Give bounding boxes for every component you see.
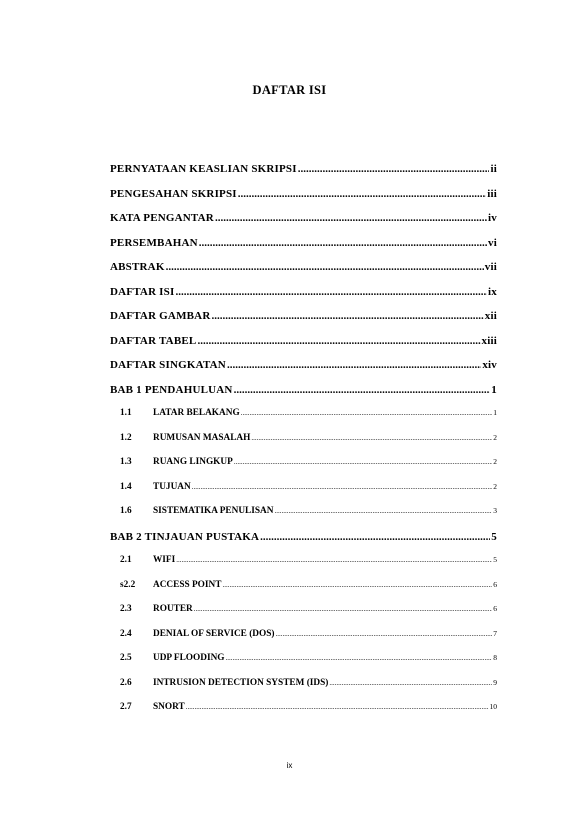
toc-section — [110, 506, 497, 531]
dot-leader — [186, 702, 489, 712]
section-label: UDP FLOODING — [153, 653, 225, 663]
toc-entry-page: 5 — [491, 530, 497, 543]
section-page: 2 — [493, 457, 497, 466]
section-page: 2 — [493, 432, 497, 442]
toc-entry-label: ABSTRAK — [110, 261, 165, 273]
toc-entry-persembahan — [110, 237, 497, 262]
toc-entry-page: xiii — [481, 334, 497, 347]
section-label: LATAR BELAKANG — [153, 408, 240, 418]
section-page: 2 — [493, 481, 497, 491]
section-number: 1.3 — [120, 457, 132, 467]
dot-leader — [298, 163, 490, 175]
toc-entry-label: DAFTAR TABEL — [110, 334, 197, 347]
dot-leader — [274, 506, 492, 516]
toc-entry-page: vi — [488, 236, 497, 249]
toc-section — [110, 629, 497, 654]
table-of-contents — [110, 163, 497, 727]
toc-entry-label: DAFTAR ISI — [110, 285, 175, 298]
toc-entry-label: PERNYATAAN KEASLIAN SKRIPSI — [110, 163, 297, 175]
dot-leader — [211, 310, 483, 322]
section-label: DENIAL OF SERVICE (DOS) — [153, 628, 275, 639]
section-page: 10 — [489, 702, 497, 711]
toc-entry-pernyataan — [110, 163, 497, 188]
toc-entry-label: BAB 2 TINJAUAN PUSTAKA — [110, 530, 260, 543]
toc-entry-daftar-isi — [110, 286, 497, 311]
section-number: 1.1 — [120, 408, 132, 418]
section-page: 7 — [493, 628, 497, 638]
section-page: 8 — [493, 653, 497, 662]
section-number: 2.7 — [120, 702, 132, 712]
dot-leader — [222, 580, 492, 590]
section-page: 9 — [493, 677, 497, 687]
section-number: 1.4 — [120, 481, 132, 492]
toc-entry-page: 1 — [491, 383, 497, 396]
toc-section — [110, 433, 497, 458]
toc-entry-page: xii — [484, 310, 497, 322]
toc-entry-page: ii — [490, 163, 497, 175]
toc-section — [110, 604, 497, 629]
dot-leader — [197, 335, 480, 347]
toc-entry-page: iii — [487, 187, 497, 200]
toc-entry-abstrak — [110, 261, 497, 286]
toc-entry-label: PENGESAHAN SKRIPSI — [110, 187, 237, 200]
dot-leader — [260, 531, 490, 543]
toc-section — [110, 653, 497, 678]
dot-leader — [241, 408, 493, 418]
toc-entry-daftar-tabel — [110, 335, 497, 360]
section-label: TUJUAN — [153, 481, 191, 492]
dot-leader — [166, 261, 484, 273]
section-number: s2.2 — [120, 579, 136, 590]
toc-section — [110, 457, 497, 482]
page-number: ix — [286, 761, 293, 770]
dot-leader — [199, 237, 487, 249]
section-page: 6 — [493, 579, 497, 589]
page-title: DAFTAR ISI — [252, 83, 327, 97]
dot-leader — [192, 482, 493, 492]
dot-leader — [226, 653, 493, 663]
section-label: RUANG LINGKUP — [153, 457, 233, 467]
section-label: SISTEMATIKA PENULISAN — [153, 506, 274, 516]
toc-entry-pengesahan — [110, 188, 497, 213]
section-number: 2.5 — [120, 653, 132, 663]
section-page: 6 — [493, 604, 497, 613]
dot-leader — [175, 286, 487, 298]
section-label: RUMUSAN MASALAH — [153, 432, 251, 443]
toc-entry-label: KATA PENGANTAR — [110, 212, 214, 224]
toc-entry-label: DAFTAR SINGKATAN — [110, 359, 226, 371]
section-number: 1.6 — [120, 506, 132, 516]
toc-entry-page: xiv — [482, 359, 497, 371]
section-label: WIFI — [153, 555, 176, 565]
dot-leader — [238, 188, 486, 200]
toc-section — [110, 555, 497, 580]
toc-section — [110, 482, 497, 507]
dot-leader — [234, 457, 492, 467]
section-page: 5 — [493, 555, 497, 564]
section-label: ACCESS POINT — [153, 579, 222, 590]
toc-entry-label: BAB 1 PENDAHULUAN — [110, 383, 233, 396]
section-number: 2.3 — [120, 604, 132, 614]
section-label: ROUTER — [153, 604, 193, 614]
dot-leader — [215, 212, 487, 224]
section-page: 1 — [493, 408, 497, 417]
section-label: SNORT — [153, 702, 185, 712]
dot-leader — [194, 604, 492, 614]
toc-section — [110, 580, 497, 605]
section-page: 3 — [493, 506, 497, 515]
section-number: 2.1 — [120, 555, 132, 565]
dot-leader — [276, 629, 493, 639]
section-number: 2.4 — [120, 628, 132, 639]
dot-leader — [329, 678, 492, 688]
toc-section — [110, 678, 497, 703]
toc-section — [110, 702, 497, 727]
toc-entry-daftar-singkatan — [110, 359, 497, 384]
dot-leader — [251, 433, 492, 443]
toc-entry-page: iv — [488, 212, 497, 224]
toc-chapter-bab1 — [110, 384, 497, 409]
toc-chapter-bab2 — [110, 531, 497, 556]
toc-section — [110, 408, 497, 433]
section-label: INTRUSION DETECTION SYSTEM (IDS) — [153, 677, 329, 688]
toc-entry-daftar-gambar — [110, 310, 497, 335]
dot-leader — [227, 359, 481, 371]
section-number: 2.6 — [120, 677, 132, 688]
section-number: 1.2 — [120, 432, 132, 443]
dot-leader — [234, 384, 491, 396]
toc-entry-kata-pengantar — [110, 212, 497, 237]
toc-entry-page: ix — [488, 285, 497, 298]
toc-entry-label: DAFTAR GAMBAR — [110, 310, 211, 322]
toc-entry-label: PERSEMBAHAN — [110, 236, 198, 249]
toc-entry-page: vii — [484, 261, 497, 273]
dot-leader — [176, 555, 492, 565]
